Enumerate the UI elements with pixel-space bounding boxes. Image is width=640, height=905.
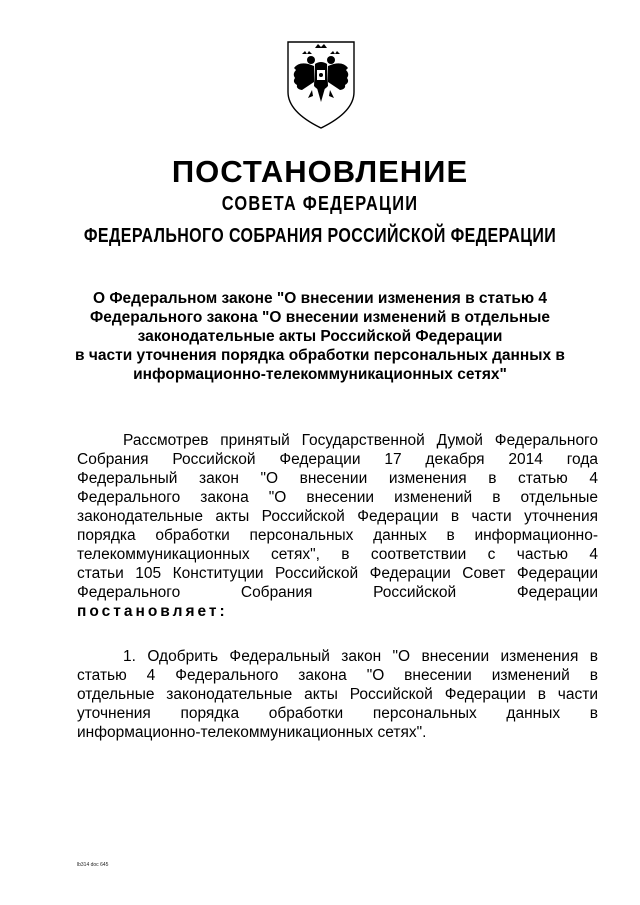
heading-line: О Федеральном законе "О внесении изменения в статью 4 (92, 290, 548, 307)
issuer-line-1: СОВЕТА ФЕДЕРАЦИИ (221, 193, 419, 215)
coat-of-arms-icon (282, 38, 360, 130)
document-title: ПОСТАНОВЛЕНИЕ (171, 154, 469, 189)
text-line: 1. Одобрить Федеральный закон "О внесении изменения в (123, 648, 598, 665)
heading-line: в части уточнения порядка обработки персональных данных в (75, 347, 565, 364)
paragraph-item-1 (77, 647, 598, 742)
paragraph-preamble (77, 431, 598, 621)
text-line: порядка обработки персональных данных в информационно- (77, 527, 598, 544)
text-line: Федерального Собрания Российской Федерации (77, 584, 598, 601)
text-line: статью 4 Федерального закона "О внесении изменений в (77, 667, 598, 684)
text-line: уточнения порядка обработки персональных данных в (77, 705, 598, 722)
text-line: информационно-телекоммуникационных сетях". (77, 724, 427, 741)
document-code: lb314 doc 645 (77, 862, 109, 868)
resolution-heading (70, 289, 570, 384)
resolves-word: постановляет: (77, 603, 228, 620)
heading-line: законодательные акты Российской Федерации (137, 328, 503, 345)
text-line: Федеральный закон "О внесении изменения в статью 4 (77, 470, 598, 487)
text-line: Собрания Российской Федерации 17 декабря 2014 года (77, 451, 598, 468)
heading-line: информационно-телекоммуникационных сетях" (133, 366, 507, 383)
text-line: телекоммуникационных сетях", в соответствии с частью 4 (77, 546, 598, 563)
issuer-line-2: ФЕДЕРАЛЬНОГО СОБРАНИЯ РОССИЙСКОЙ ФЕДЕРАЦИИ (83, 225, 557, 247)
text-line: статьи 105 Конституции Российской Федерации Совет Федерации (77, 565, 598, 582)
text-line: отдельные законодательные акты Российской Федерации в части (77, 686, 598, 703)
text-line: законодательные акты Российской Федерации в части уточнения (77, 508, 598, 525)
heading-line: Федерального закона "О внесении изменений в отдельные (89, 309, 551, 326)
text-line: Рассмотрев принятый Государственной Думой Федерального (123, 432, 598, 449)
text-line: Федерального закона "О внесении изменений в отдельные (77, 489, 598, 506)
